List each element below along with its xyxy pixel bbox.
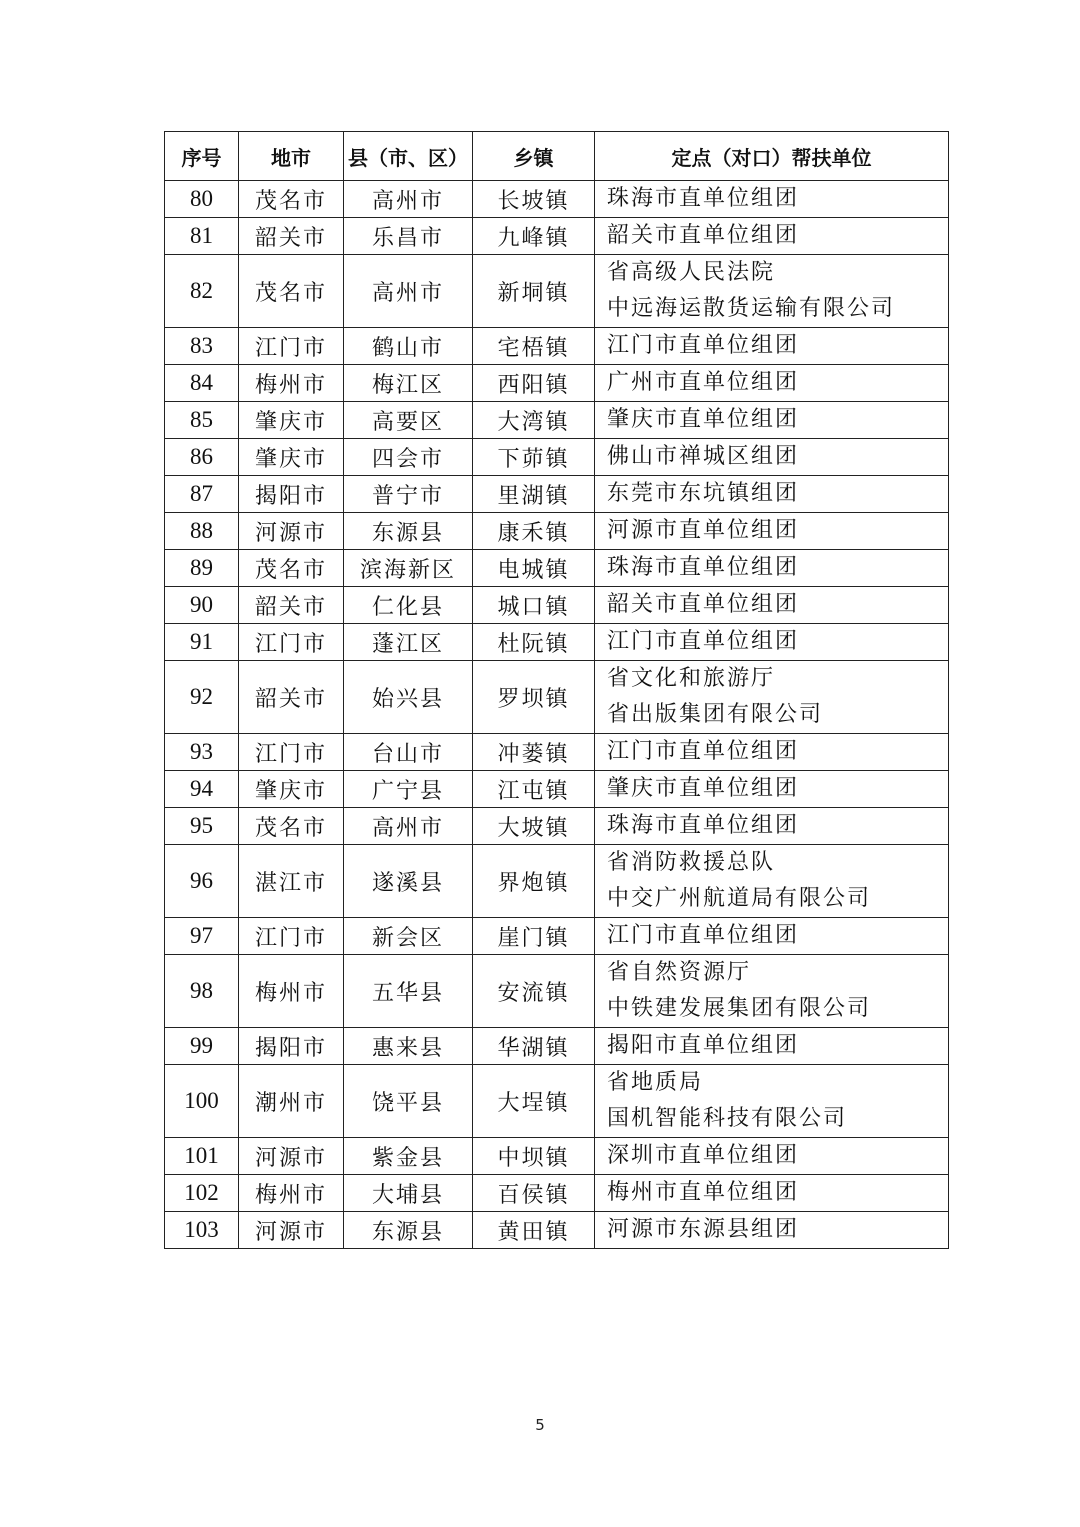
unit-name: 梅州市直单位组团	[607, 1180, 800, 1205]
cell-county: 广宁县	[344, 771, 473, 808]
cell-county: 东源县	[344, 1212, 473, 1249]
unit-name: 江门市直单位组团	[607, 333, 800, 358]
unit-name: 江门市直单位组团	[607, 629, 800, 654]
table-header-row	[165, 132, 949, 181]
cell-unit	[595, 476, 949, 513]
unit-name: 深圳市直单位组团	[607, 1143, 800, 1168]
unit-name: 佛山市禅城区组团	[607, 444, 800, 469]
cell-index: 95	[165, 808, 239, 845]
unit-name: 省文化和旅游厅	[607, 666, 776, 691]
cell-county: 遂溪县	[344, 845, 473, 918]
cell-town: 下茆镇	[473, 439, 595, 476]
unit-name: 省消防救援总队	[607, 850, 776, 875]
unit-name: 韶关市直单位组团	[607, 223, 800, 248]
cell-index: 91	[165, 624, 239, 661]
cell-index: 99	[165, 1028, 239, 1065]
cell-county: 惠来县	[344, 1028, 473, 1065]
cell-county: 滨海新区	[344, 550, 473, 587]
cell-town: 西阳镇	[473, 365, 595, 402]
table-body	[165, 181, 949, 1249]
unit-name: 江门市直单位组团	[607, 923, 800, 948]
cell-index: 93	[165, 734, 239, 771]
cell-city: 梅州市	[239, 955, 344, 1028]
table-row	[165, 1065, 949, 1138]
cell-town: 城口镇	[473, 587, 595, 624]
unit-name: 省高级人民法院	[607, 260, 776, 285]
header-city: 地市	[239, 132, 344, 181]
cell-city: 肇庆市	[239, 402, 344, 439]
cell-index: 96	[165, 845, 239, 918]
cell-index: 87	[165, 476, 239, 513]
cell-unit	[595, 661, 949, 734]
cell-unit	[595, 1065, 949, 1138]
cell-unit	[595, 1212, 949, 1249]
unit-name: 河源市直单位组团	[607, 518, 800, 543]
cell-index: 86	[165, 439, 239, 476]
page-number: 5	[535, 1416, 545, 1434]
cell-unit	[595, 955, 949, 1028]
table-row	[165, 1138, 949, 1175]
cell-unit	[595, 808, 949, 845]
cell-county: 新会区	[344, 918, 473, 955]
cell-index: 94	[165, 771, 239, 808]
cell-city: 江门市	[239, 624, 344, 661]
cell-index: 97	[165, 918, 239, 955]
cell-unit	[595, 771, 949, 808]
unit-name: 肇庆市直单位组团	[607, 776, 800, 801]
table-row	[165, 587, 949, 624]
table-row	[165, 661, 949, 734]
cell-index: 80	[165, 181, 239, 218]
table-row	[165, 181, 949, 218]
table-row	[165, 255, 949, 328]
cell-index: 84	[165, 365, 239, 402]
cell-index: 88	[165, 513, 239, 550]
cell-city: 揭阳市	[239, 476, 344, 513]
cell-town: 新垌镇	[473, 255, 595, 328]
cell-city: 江门市	[239, 328, 344, 365]
header-index: 序号	[165, 132, 239, 181]
cell-town: 江屯镇	[473, 771, 595, 808]
cell-town: 界炮镇	[473, 845, 595, 918]
cell-unit	[595, 365, 949, 402]
cell-unit	[595, 328, 949, 365]
cell-county: 紫金县	[344, 1138, 473, 1175]
cell-unit	[595, 513, 949, 550]
cell-unit	[595, 402, 949, 439]
cell-city: 韶关市	[239, 218, 344, 255]
cell-unit	[595, 255, 949, 328]
table-row	[165, 328, 949, 365]
cell-city: 梅州市	[239, 1175, 344, 1212]
cell-town: 宅梧镇	[473, 328, 595, 365]
cell-county: 大埔县	[344, 1175, 473, 1212]
table-row	[165, 1028, 949, 1065]
cell-county: 蓬江区	[344, 624, 473, 661]
cell-unit	[595, 587, 949, 624]
unit-name: 韶关市直单位组团	[607, 592, 800, 617]
header-town: 乡镇	[473, 132, 595, 181]
unit-name: 珠海市直单位组团	[607, 555, 800, 580]
cell-county: 高州市	[344, 181, 473, 218]
table-row	[165, 439, 949, 476]
cell-town: 黄田镇	[473, 1212, 595, 1249]
table-row	[165, 1175, 949, 1212]
unit-name: 省地质局	[607, 1070, 704, 1095]
unit-name: 东莞市东坑镇组团	[607, 481, 800, 506]
cell-county: 高州市	[344, 255, 473, 328]
unit-name: 广州市直单位组团	[607, 370, 800, 395]
table-row	[165, 918, 949, 955]
support-table	[164, 131, 949, 1249]
cell-county: 普宁市	[344, 476, 473, 513]
cell-index: 103	[165, 1212, 239, 1249]
cell-city: 河源市	[239, 513, 344, 550]
cell-index: 82	[165, 255, 239, 328]
table-row	[165, 1212, 949, 1249]
cell-town: 华湖镇	[473, 1028, 595, 1065]
cell-county: 饶平县	[344, 1065, 473, 1138]
cell-unit	[595, 1028, 949, 1065]
unit-name: 中铁建发展集团有限公司	[607, 996, 872, 1021]
cell-index: 90	[165, 587, 239, 624]
table-row	[165, 771, 949, 808]
cell-index: 98	[165, 955, 239, 1028]
table-row	[165, 476, 949, 513]
cell-county: 高州市	[344, 808, 473, 845]
cell-town: 长坡镇	[473, 181, 595, 218]
cell-town: 电城镇	[473, 550, 595, 587]
unit-name: 中远海运散货运输有限公司	[607, 296, 896, 321]
cell-town: 崖门镇	[473, 918, 595, 955]
cell-city: 揭阳市	[239, 1028, 344, 1065]
cell-county: 高要区	[344, 402, 473, 439]
cell-index: 102	[165, 1175, 239, 1212]
cell-unit	[595, 624, 949, 661]
table-row	[165, 624, 949, 661]
cell-city: 河源市	[239, 1138, 344, 1175]
cell-county: 始兴县	[344, 661, 473, 734]
unit-name: 河源市东源县组团	[607, 1217, 800, 1242]
cell-unit	[595, 845, 949, 918]
table-row	[165, 365, 949, 402]
table-row	[165, 513, 949, 550]
cell-town: 百侯镇	[473, 1175, 595, 1212]
cell-city: 茂名市	[239, 255, 344, 328]
cell-city: 河源市	[239, 1212, 344, 1249]
cell-index: 85	[165, 402, 239, 439]
unit-name: 江门市直单位组团	[607, 739, 800, 764]
cell-town: 安流镇	[473, 955, 595, 1028]
cell-town: 罗坝镇	[473, 661, 595, 734]
cell-index: 101	[165, 1138, 239, 1175]
cell-county: 台山市	[344, 734, 473, 771]
cell-index: 92	[165, 661, 239, 734]
cell-city: 梅州市	[239, 365, 344, 402]
table-row	[165, 955, 949, 1028]
cell-unit	[595, 1175, 949, 1212]
unit-name: 珠海市直单位组团	[607, 186, 800, 211]
cell-unit	[595, 439, 949, 476]
cell-unit	[595, 181, 949, 218]
cell-city: 茂名市	[239, 181, 344, 218]
unit-name: 中交广州航道局有限公司	[607, 886, 872, 911]
cell-unit	[595, 734, 949, 771]
unit-name: 省出版集团有限公司	[607, 702, 824, 727]
cell-index: 81	[165, 218, 239, 255]
cell-town: 里湖镇	[473, 476, 595, 513]
cell-index: 89	[165, 550, 239, 587]
cell-city: 茂名市	[239, 550, 344, 587]
cell-town: 大坡镇	[473, 808, 595, 845]
cell-city: 韶关市	[239, 661, 344, 734]
cell-city: 肇庆市	[239, 439, 344, 476]
cell-index: 83	[165, 328, 239, 365]
header-county: 县（市、区）	[344, 132, 473, 181]
cell-town: 杜阮镇	[473, 624, 595, 661]
cell-town: 九峰镇	[473, 218, 595, 255]
cell-town: 康禾镇	[473, 513, 595, 550]
cell-unit	[595, 918, 949, 955]
cell-county: 仁化县	[344, 587, 473, 624]
cell-index: 100	[165, 1065, 239, 1138]
cell-city: 江门市	[239, 734, 344, 771]
cell-city: 茂名市	[239, 808, 344, 845]
cell-county: 五华县	[344, 955, 473, 1028]
cell-city: 肇庆市	[239, 771, 344, 808]
table-row	[165, 845, 949, 918]
header-unit: 定点（对口）帮扶单位	[595, 132, 949, 181]
cell-town: 大湾镇	[473, 402, 595, 439]
cell-county: 乐昌市	[344, 218, 473, 255]
table-row	[165, 402, 949, 439]
table-row	[165, 734, 949, 771]
cell-town: 中坝镇	[473, 1138, 595, 1175]
unit-name: 珠海市直单位组团	[607, 813, 800, 838]
cell-unit	[595, 1138, 949, 1175]
cell-county: 鹤山市	[344, 328, 473, 365]
cell-city: 韶关市	[239, 587, 344, 624]
table-row	[165, 218, 949, 255]
unit-name: 肇庆市直单位组团	[607, 407, 800, 432]
table-row	[165, 550, 949, 587]
cell-city: 湛江市	[239, 845, 344, 918]
cell-city: 江门市	[239, 918, 344, 955]
cell-unit	[595, 218, 949, 255]
cell-town: 大埕镇	[473, 1065, 595, 1138]
cell-county: 梅江区	[344, 365, 473, 402]
unit-name: 揭阳市直单位组团	[607, 1033, 800, 1058]
unit-name: 国机智能科技有限公司	[607, 1106, 848, 1131]
unit-name: 省自然资源厅	[607, 960, 752, 985]
cell-county: 东源县	[344, 513, 473, 550]
cell-unit	[595, 550, 949, 587]
cell-county: 四会市	[344, 439, 473, 476]
cell-city: 潮州市	[239, 1065, 344, 1138]
cell-town: 冲蒌镇	[473, 734, 595, 771]
table-row	[165, 808, 949, 845]
